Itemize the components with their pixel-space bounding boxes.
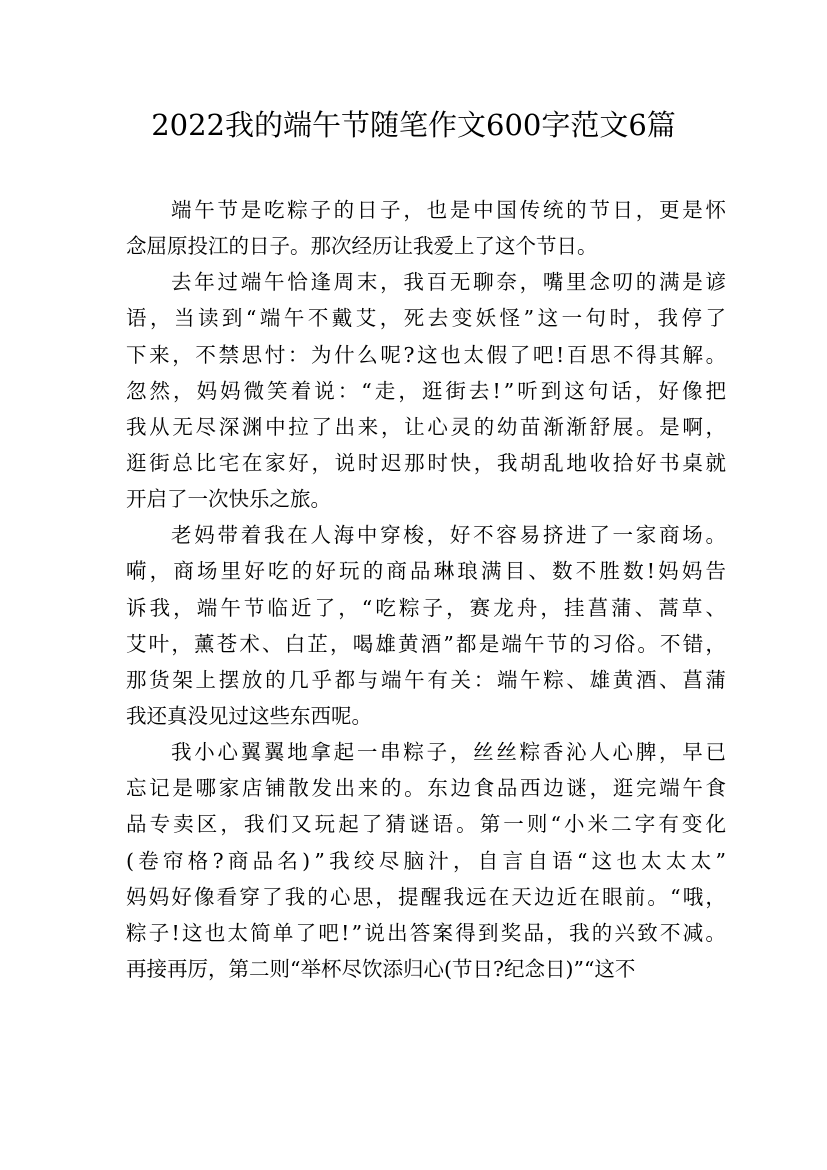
text-line: 品专卖区，我们又玩起了猜谜语。第一则“小米二字有变化 [126, 812, 730, 837]
text-line: 忽然，妈妈微笑着说：“走，逛街去!”听到这句话，好像把 [126, 378, 730, 403]
text-line: 逛街总比宅在家好，说时迟那时快，我胡乱地收拾好书桌就 [126, 450, 729, 475]
text-line: 妈妈好像看穿了我的心思，提醒我远在天边近在眼前。“哦， [126, 884, 729, 909]
text-line: 忘记是哪家店铺散发出来的。东边食品西边谜，逛完端午食 [126, 776, 729, 801]
text-line: 下来，不禁思忖：为什么呢?这也太假了吧!百思不得其解。 [126, 342, 729, 367]
text-line: 开启了一次快乐之旅。 [126, 487, 331, 512]
text-line: 我还真没见过这些东西呢。 [126, 703, 372, 728]
text-line: 语，当读到“端午不戴艾，死去变妖怪”这一句时，我停了 [126, 306, 730, 331]
text-line: 艾叶，薰苍术、白芷，喝雄黄酒”都是端午节的习俗。不错， [126, 631, 729, 656]
text-line: 老妈带着我在人海中穿梭，好不容易挤进了一家商场。 [171, 523, 729, 548]
text-line: 我小心翼翼地拿起一串粽子，丝丝粽香沁人心脾，早已 [171, 740, 729, 765]
document-title: 2022我的端午节随笔作文600字范文6篇 [151, 108, 676, 142]
text-line: 再接再厉，第二则“举杯尽饮添归心(节日?纪念日)”“这不 [126, 956, 636, 981]
text-line: 嗬，商场里好吃的好玩的商品琳琅满目、数不胜数!妈妈告 [126, 559, 730, 584]
document-body [126, 192, 731, 987]
text-line: (卷帘格?商品名)”我绞尽脑汁，自言自语“这也太太太” [126, 848, 731, 873]
text-line: 那货架上摆放的几乎都与端午有关：端午粽、雄黄酒、菖蒲 [126, 667, 729, 692]
text-line: 念屈原投江的日子。那次经历让我爱上了这个节日。 [126, 234, 598, 259]
text-line: 去年过端午恰逢周末，我百无聊奈，嘴里念叨的满是谚 [171, 270, 729, 295]
text-line: 端午节是吃粽子的日子，也是中国传统的节日，更是怀 [171, 198, 729, 222]
text-line: 我从无尽深渊中拉了出来，让心灵的幼苗渐渐舒展。是啊， [126, 414, 729, 439]
text-line: 粽子!这也太简单了吧!”说出答案得到奖品，我的兴致不减。 [126, 920, 729, 945]
text-line: 诉我，端午节临近了，“吃粽子，赛龙舟，挂菖蒲、蒿草、 [126, 595, 730, 620]
